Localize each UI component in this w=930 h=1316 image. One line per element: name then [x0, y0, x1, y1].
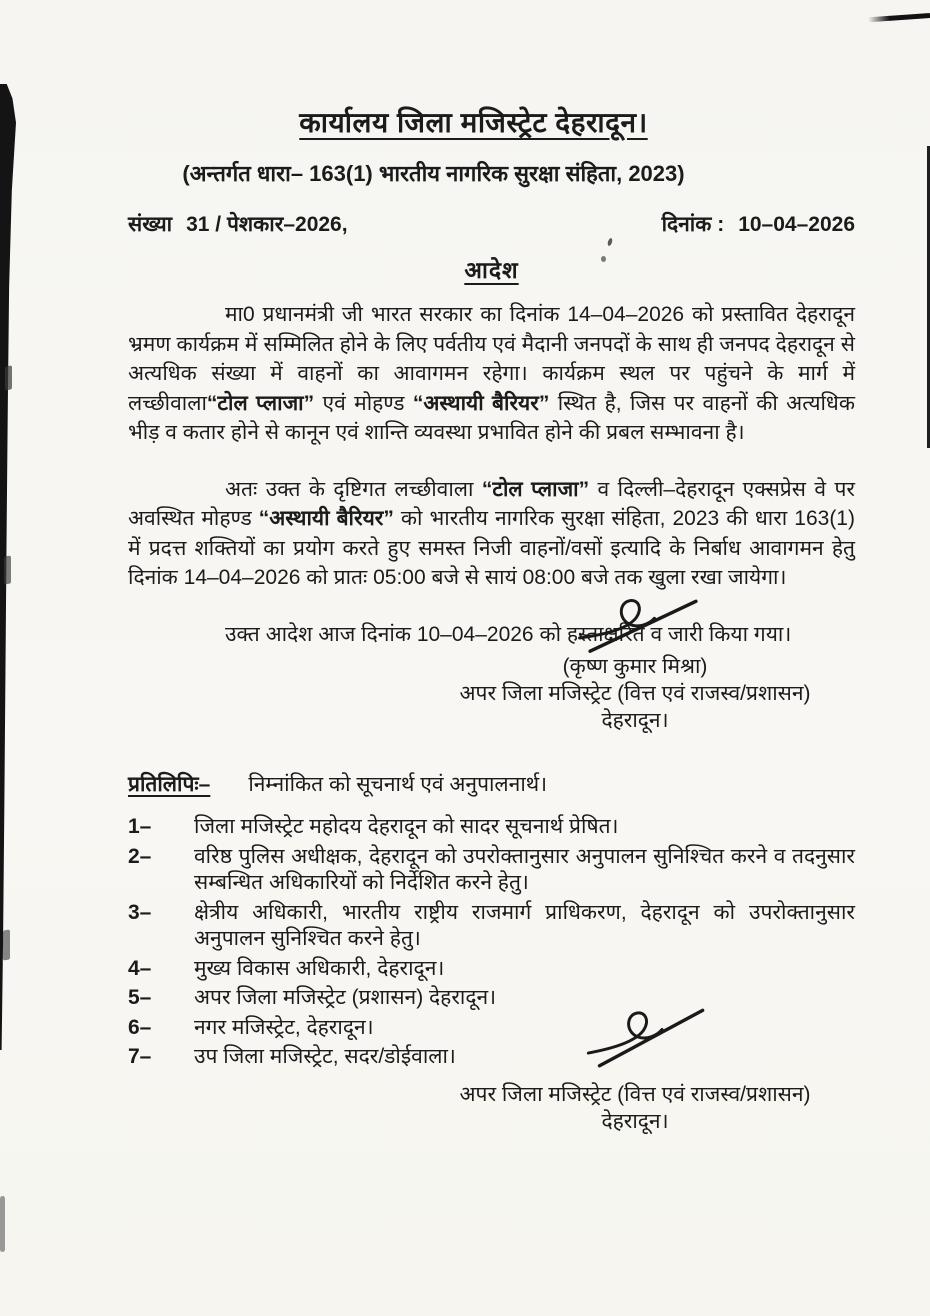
reference-number [128, 210, 348, 238]
signatory2-place: देहरादून। [601, 1109, 669, 1133]
list-item-text: जिला मजिस्ट्रेट महोदय देहरादून को सादर सूचनार्थ प्रेषित। [194, 815, 619, 838]
list-item [128, 1044, 855, 1071]
issue-date [662, 210, 855, 238]
list-item-number: 1– [128, 815, 152, 838]
signatory-designation: अपर जिला मजिस्ट्रेट (वित्त एवं राजस्व/प्रशासन) [459, 682, 811, 705]
copy-to-row [128, 770, 855, 798]
paragraph-2-text: अतः उक्त के दृष्टिगत लच्छीवाला [225, 477, 482, 501]
list-item [128, 814, 855, 841]
list-item-text: वरिष्ठ पुलिस अधीक्षक, देहरादून को उपरोक्तानुसार अनुपालन सुनिश्चित करने व तदनुसार सम्बन्धित अधिकारियों को निर्देशित करने हेतु। [194, 844, 855, 894]
paragraph-1-mid: एवं मोहण्ड [314, 391, 413, 415]
reference-number-value: 31 / पेशकार–2026, [186, 213, 348, 236]
handwritten-signature-icon [580, 998, 714, 1075]
temporary-barrier-emphasis: “अस्थायी बैरियर” [258, 507, 394, 530]
list-item-number: 4– [128, 956, 152, 980]
copy-list [128, 814, 855, 1071]
signature-block-2 [415, 1081, 855, 1135]
list-item [128, 985, 855, 1012]
reference-row [128, 210, 855, 238]
copy-to-intro: निम्नांकित को सूचनार्थ एवं अनुपालनार्थ। [248, 773, 548, 796]
list-item-text: मुख्य विकास अधिकारी, देहरादून। [194, 956, 445, 980]
scan-smudge [5, 365, 12, 390]
list-item-number: 6– [128, 1015, 152, 1039]
signatory-name: (कृष्ण कुमार मिश्रा) [562, 655, 708, 678]
list-item-number: 7– [128, 1045, 152, 1068]
page-subtitle: (अन्तर्गत धारा– 163(1) भारतीय नागरिक सुरक्षा संहिता, 2023) [182, 161, 685, 186]
scan-speck [601, 256, 606, 262]
paragraph-1 [128, 300, 855, 448]
paragraph-2-mid: व दिल्ली–देहरादून एक्सप्रेस वे पर अवस्थित मोहण्ड [128, 477, 856, 530]
date-value: 10–04–2026 [738, 213, 855, 236]
list-item-number: 2– [128, 844, 152, 868]
list-item [128, 900, 855, 953]
list-item-text: नगर मजिस्ट्रेट, देहरादून। [194, 1015, 374, 1039]
temporary-barrier-emphasis: “अस्थायी बैरियर” [412, 391, 550, 415]
list-item-text: उप जिला मजिस्ट्रेट, सदर/डोईवाला। [194, 1045, 456, 1068]
paragraph-2 [128, 475, 855, 593]
signatory2-designation: अपर जिला मजिस्ट्रेट (वित्त एवं राजस्व/प्रशासन) [459, 1082, 811, 1106]
scan-smudge [4, 556, 11, 585]
signatory-place: देहरादून। [601, 709, 669, 732]
paragraph-1-text: मा0 प्रधानमंत्री जी भारत सरकार का दिनांक 14–04–2026 को प्रस्तावित देहरादून भ्रमण कार्यक्रम में सम्मिलित होने के लिए पर्वतीय एवं मैदानी जनपदों के साथ ही जनपद देहरादून से अत्यधिक संख्या में वाहनों का आवागमन रहेगा। कार्यक्रम स्थल पर पहुंचने के मार्ग में लच्छीवाला [128, 303, 855, 415]
list-item-text: अपर जिला मजिस्ट्रेट (प्रशासन) देहरादून। [194, 986, 497, 1009]
order-heading: आदेश [464, 257, 519, 283]
list-item-number: 3– [128, 900, 152, 924]
paragraph-3: उक्त आदेश आज दिनांक 10–04–2026 को हस्ताक्षरित व जारी किया गया। [225, 622, 792, 646]
scan-artifact-left-edge-lower [0, 1196, 5, 1252]
list-item [128, 956, 855, 983]
paragraph-1-end: स्थित है, जिस पर वाहनों की अत्यधिक भीड़ व कतार होने से कानून एवं शान्ति व्यवस्था प्रभावित होने की प्रबल सम्भावना है। [128, 391, 855, 444]
page-title: कार्यालय जिला मजिस्ट्रेट देहरादून। [299, 107, 648, 138]
list-item [128, 844, 855, 897]
date-label: दिनांक : [661, 213, 725, 236]
toll-plaza-emphasis: “टोल प्लाजा” [481, 477, 590, 501]
list-item-text: क्षेत्रीय अधिकारी, भारतीय राष्ट्रीय राजमार्ग प्राधिकरण, देहरादून को उपरोक्तानुसार अनुपालन सुनिश्चित करने हेतु। [194, 900, 855, 950]
list-item-number: 5– [128, 986, 152, 1009]
paragraph-2-end: को भारतीय नागरिक सुरक्षा संहिता, 2023 की धारा 163(1) में प्रदत्त शक्तियों का प्रयोग करते हुए समस्त निजी वाहनों/वसों इत्यादि के निर्बाध आवागमन हेतु दिनांक 14–04–2026 को प्रातः 05:00 बजे से सायं 08:00 बजे तक खुला रखा जायेगा। [128, 507, 855, 589]
list-item [128, 1015, 855, 1042]
copy-to-label: प्रतिलिपिः– [128, 773, 211, 796]
signature-block-1 [415, 653, 855, 734]
toll-plaza-emphasis: “टोल प्लाजा” [206, 391, 315, 415]
handwritten-signature-icon [573, 590, 704, 661]
reference-number-label: संख्या [128, 213, 173, 236]
scan-smudge [3, 929, 10, 960]
